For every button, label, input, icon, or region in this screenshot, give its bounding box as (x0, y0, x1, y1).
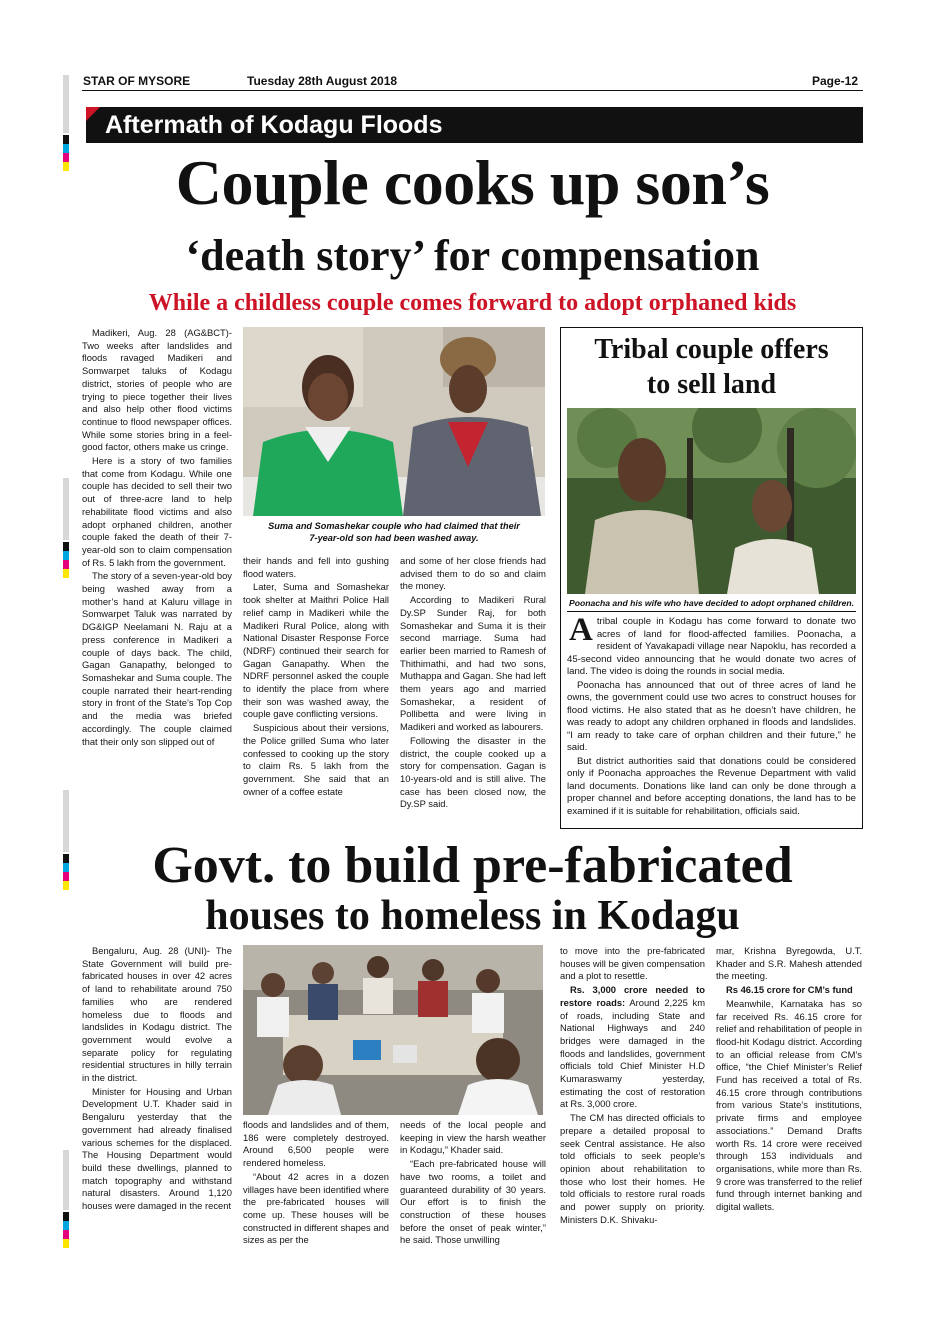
suma-somashekar-photo (243, 327, 545, 516)
story2-column-2 (243, 1119, 389, 1260)
suma-photo-caption (243, 520, 545, 544)
story2-column-4 (560, 945, 705, 1260)
story2-col5-para: mar, Krishna Byregowda, U.T. Khader and S.R. Mahesh attended the meeting. (716, 945, 862, 982)
caption-line-2: 7-year-old son had been washed away. (309, 533, 479, 543)
roads-subhead: Rs. 3,000 crore needed to restore roads: (560, 984, 705, 1008)
red-corner-flag-icon (86, 107, 100, 121)
story1-column-1 (82, 327, 232, 832)
story1-col3-para: According to Madikeri Rural Dy.SP Sunder Raj, for both Somashekar and Suma it is their second marriage. Suma had earlier been married to Ramesh of Thithimathi, and had two sons, Muthappa and Gagan. She had left them years ago and married Somashekar, a resident of Pollibetta and were living in Madikeri and worked as labourers. (400, 594, 546, 733)
story2-col4-para: to move into the pre-fabricated houses will be given compensation and a plot to resettle. (560, 945, 705, 982)
story1-column-3 (400, 555, 546, 833)
story2-col1-para: Bengaluru, Aug. 28 (UNI)- The State Government will build pre-fabricated houses in over 42 acres of land to rehabilitate around 750 families who are rendered homeless due to floods and landslides in Kodagu district. The government would evolve a separate policy for regulating residential structures in hilly terrain in the district. (82, 945, 232, 1084)
story2-col4-para (560, 984, 705, 1111)
color-registration-strip (63, 542, 69, 578)
story1-col1-para: The story of a seven-year-old boy being washed away from a mother’s hand at Kaluru village in Somwarpet Taluk was narrated by DG&IGP Neelamani N. Raju at a press conference in Madikeri a couple of days back. The child, Gagan Ganapathy, belonged to Somashekar and Suma couple. The couple narrated their heart-rending story in front of the State’s Top Cop and the media was briefed accordingly. The couple claimed that their only son slipped out of (82, 570, 232, 747)
sidebar-para-3: But district authorities said that donations could be considered only if Poonacha approaches the Revenue Department with valid land documents. Donations like land can only be done through a proper channel and before accepting donations, the land has to be examined if it is suitable for rehabilitation, officials said. (567, 755, 856, 817)
story1-col3-para: Following the disaster in the district, the couple cooked up a story for compensation. Gagan is 10-years-old and is still alive. The case has been closed now, the Dy.SP said. (400, 734, 546, 810)
story2-col4-para: The CM has directed officials to prepare a detailed proposal to seek Central assistance. He also told officials to seek people’s opinion about rehabilitation to those who lost their homes. He told officials to restore rural roads and power supply on priority. Ministers D.K. Shivaku- (560, 1112, 705, 1225)
story1-subhead: While a childless couple comes forward to adopt orphaned kids (148, 290, 797, 316)
story1-col1-para: Madikeri, Aug. 28 (AG&BCT)- Two weeks after landslides and floods ravaged Madikeri and Somwarpet taluks of Kodagu district, stories of people who are trying to piece together their lives and also help other flood victims continue to flood newspaper offices. While some stories bring in a feel-good factor, others make us cringe. (82, 327, 232, 453)
story2-column-1 (82, 945, 232, 1260)
story2-col3-para: “Each pre-fabricated house will have two rooms, a toilet and guaranteed durability of 30 years. Our effort is to finish the construction of these houses before the onset of peak winter,” he said. Those unwilling (400, 1158, 546, 1246)
masthead-page-number: Page-12 (812, 74, 859, 88)
story2-column-5 (716, 945, 862, 1260)
story2-col1-para: Minister for Housing and Urban Development U.T. Khader said in Bengaluru yesterday that the government had already finalised various schemes for the displaced. The Housing Department would build these dwellings, planned to match topography and withstand natural disasters. Around 1,120 houses were damaged in the recent (82, 1085, 232, 1212)
story2-col2-para: floods and landslides and of them, 186 were completely destroyed. Around 6,500 people were rendered homeless. (243, 1119, 389, 1169)
section-label: Aftermath of Kodagu Floods (105, 111, 443, 139)
sidebar-headline-line2: to sell land (646, 369, 777, 400)
masthead-paper-name: STAR OF MYSORE (83, 74, 191, 88)
sidebar-headline-line1: Tribal couple offers (594, 334, 829, 365)
poonacha-couple-photo (567, 408, 856, 594)
registration-bar (63, 478, 69, 540)
color-registration-strip (63, 1212, 69, 1248)
story1-col2-para: Suspicious about their versions, the Police grilled Suma who later confessed to cooking up the story to claim Rs. 5 lakh from the government. She said that an owner of a coffee estate (243, 722, 389, 797)
sidebar-para-2: Poonacha has announced that out of three acres of land he owns, the government could use two acres to construct houses for flood victims. He also stated that as he doesn’t have children, he was ready to adopt any children orphaned in floods and landslides. “I am ready to take care of orphan children and their future,” he said. (567, 679, 856, 753)
drop-cap: A (569, 616, 593, 648)
story2-column-3 (400, 1119, 546, 1260)
color-registration-strip (63, 854, 69, 890)
poonacha-photo-caption: Poonacha and his wife who have decided to adopt orphaned children. (568, 598, 855, 608)
registration-bar-top (63, 75, 69, 133)
story1-column-2 (243, 555, 389, 833)
color-registration-strip (63, 135, 69, 171)
section-banner (86, 107, 863, 143)
cm-fund-subhead: Rs 46.15 crore for CM’s fund (726, 984, 853, 996)
masthead-rule (82, 90, 863, 91)
story1-headline-line2: ‘death story’ for compensation (185, 231, 760, 280)
sidebar-para-1-text: tribal couple in Kodagu has come forward to donate two acres of land for flood-affected families. Poonacha, a resident of Yavakapadi village near Napoklu, has recorded a 45-second video announcing that he would donate two acres of land. The video is doing the rounds in social media. (567, 616, 856, 677)
roads-para-text: Around 2,225 km of roads, including State and National Highways and 240 bridges were damaged in the floods and landslides, government officials told Chief Minister H.D Kumaraswamy yesterday, estimating the cost of restoration at Rs. 3,000 crore. (560, 996, 705, 1110)
sidebar-box (560, 327, 863, 829)
masthead-date: Tuesday 28th August 2018 (247, 74, 398, 88)
story2-col5-para: Meanwhile, Karnataka has so far received Rs. 46.15 crore for relief and rehabilitation of people in flood-hit Kodagu district. According to an official release from CM’s office, “the Chief Minister’s Relief Fund has received a total of Rs. 46.15 crore through contributions from various State’s institutions, private firms and employee associations.” Demand Drafts worth Rs. 14 crore were received through 153 individuals and organisations, while more than Rs. 9 crore was transferred to the relief fund through internet banking and digital wallets. (716, 997, 862, 1213)
story1-col2-para: Later, Suma and Somashekar took shelter at Maithri Police Hall relief camp in Madikeri while the Madikeri Rural Police, along with National Disaster Response Force (NDRF) continued their search for Gagan Ganapathy. When the NDRF personnel asked the couple to identify the place from where their son was washed away, the couple gave conflicting versions. (243, 581, 389, 720)
caption-line-1: Suma and Somashekar couple who had claimed that their (268, 521, 520, 531)
sidebar-para-1 (567, 616, 856, 679)
story2-headline-line2: houses to homeless in Kodagu (205, 893, 740, 939)
sidebar-text (567, 616, 856, 824)
story2-headline-line1: Govt. to build pre-fabricated (152, 837, 793, 894)
story1-col3-para: and some of her close friends had advised them to do so and claim the money. (400, 555, 546, 592)
story2-col3-para: needs of the local people and keeping in view the harsh weather in Kodagu,” Khader said. (400, 1119, 546, 1156)
registration-bar (63, 1150, 69, 1210)
story1-headline-line1: Couple cooks up son’s (175, 147, 770, 218)
story2-col2-para: “About 42 acres in a dozen villages have been identified where the pre-fabricated houses will come up. These houses will be constructed in different shapes and sizes as per the (243, 1170, 389, 1246)
caption-rule (567, 611, 856, 612)
story1-col2-para: their hands and fell into gushing flood waters. (243, 555, 389, 579)
cabinet-meeting-photo (243, 945, 543, 1115)
story1-col1-para: Here is a story of two families that come from Kodagu. While one couple has decided to sell their two out of three-acre land to help rehabilitate flood victims and also adopt orphaned children, another couple faked the death of their 7-year-old son to claim compensation of Rs. 5 lakh from the government. (82, 455, 232, 568)
registration-bar (63, 790, 69, 852)
